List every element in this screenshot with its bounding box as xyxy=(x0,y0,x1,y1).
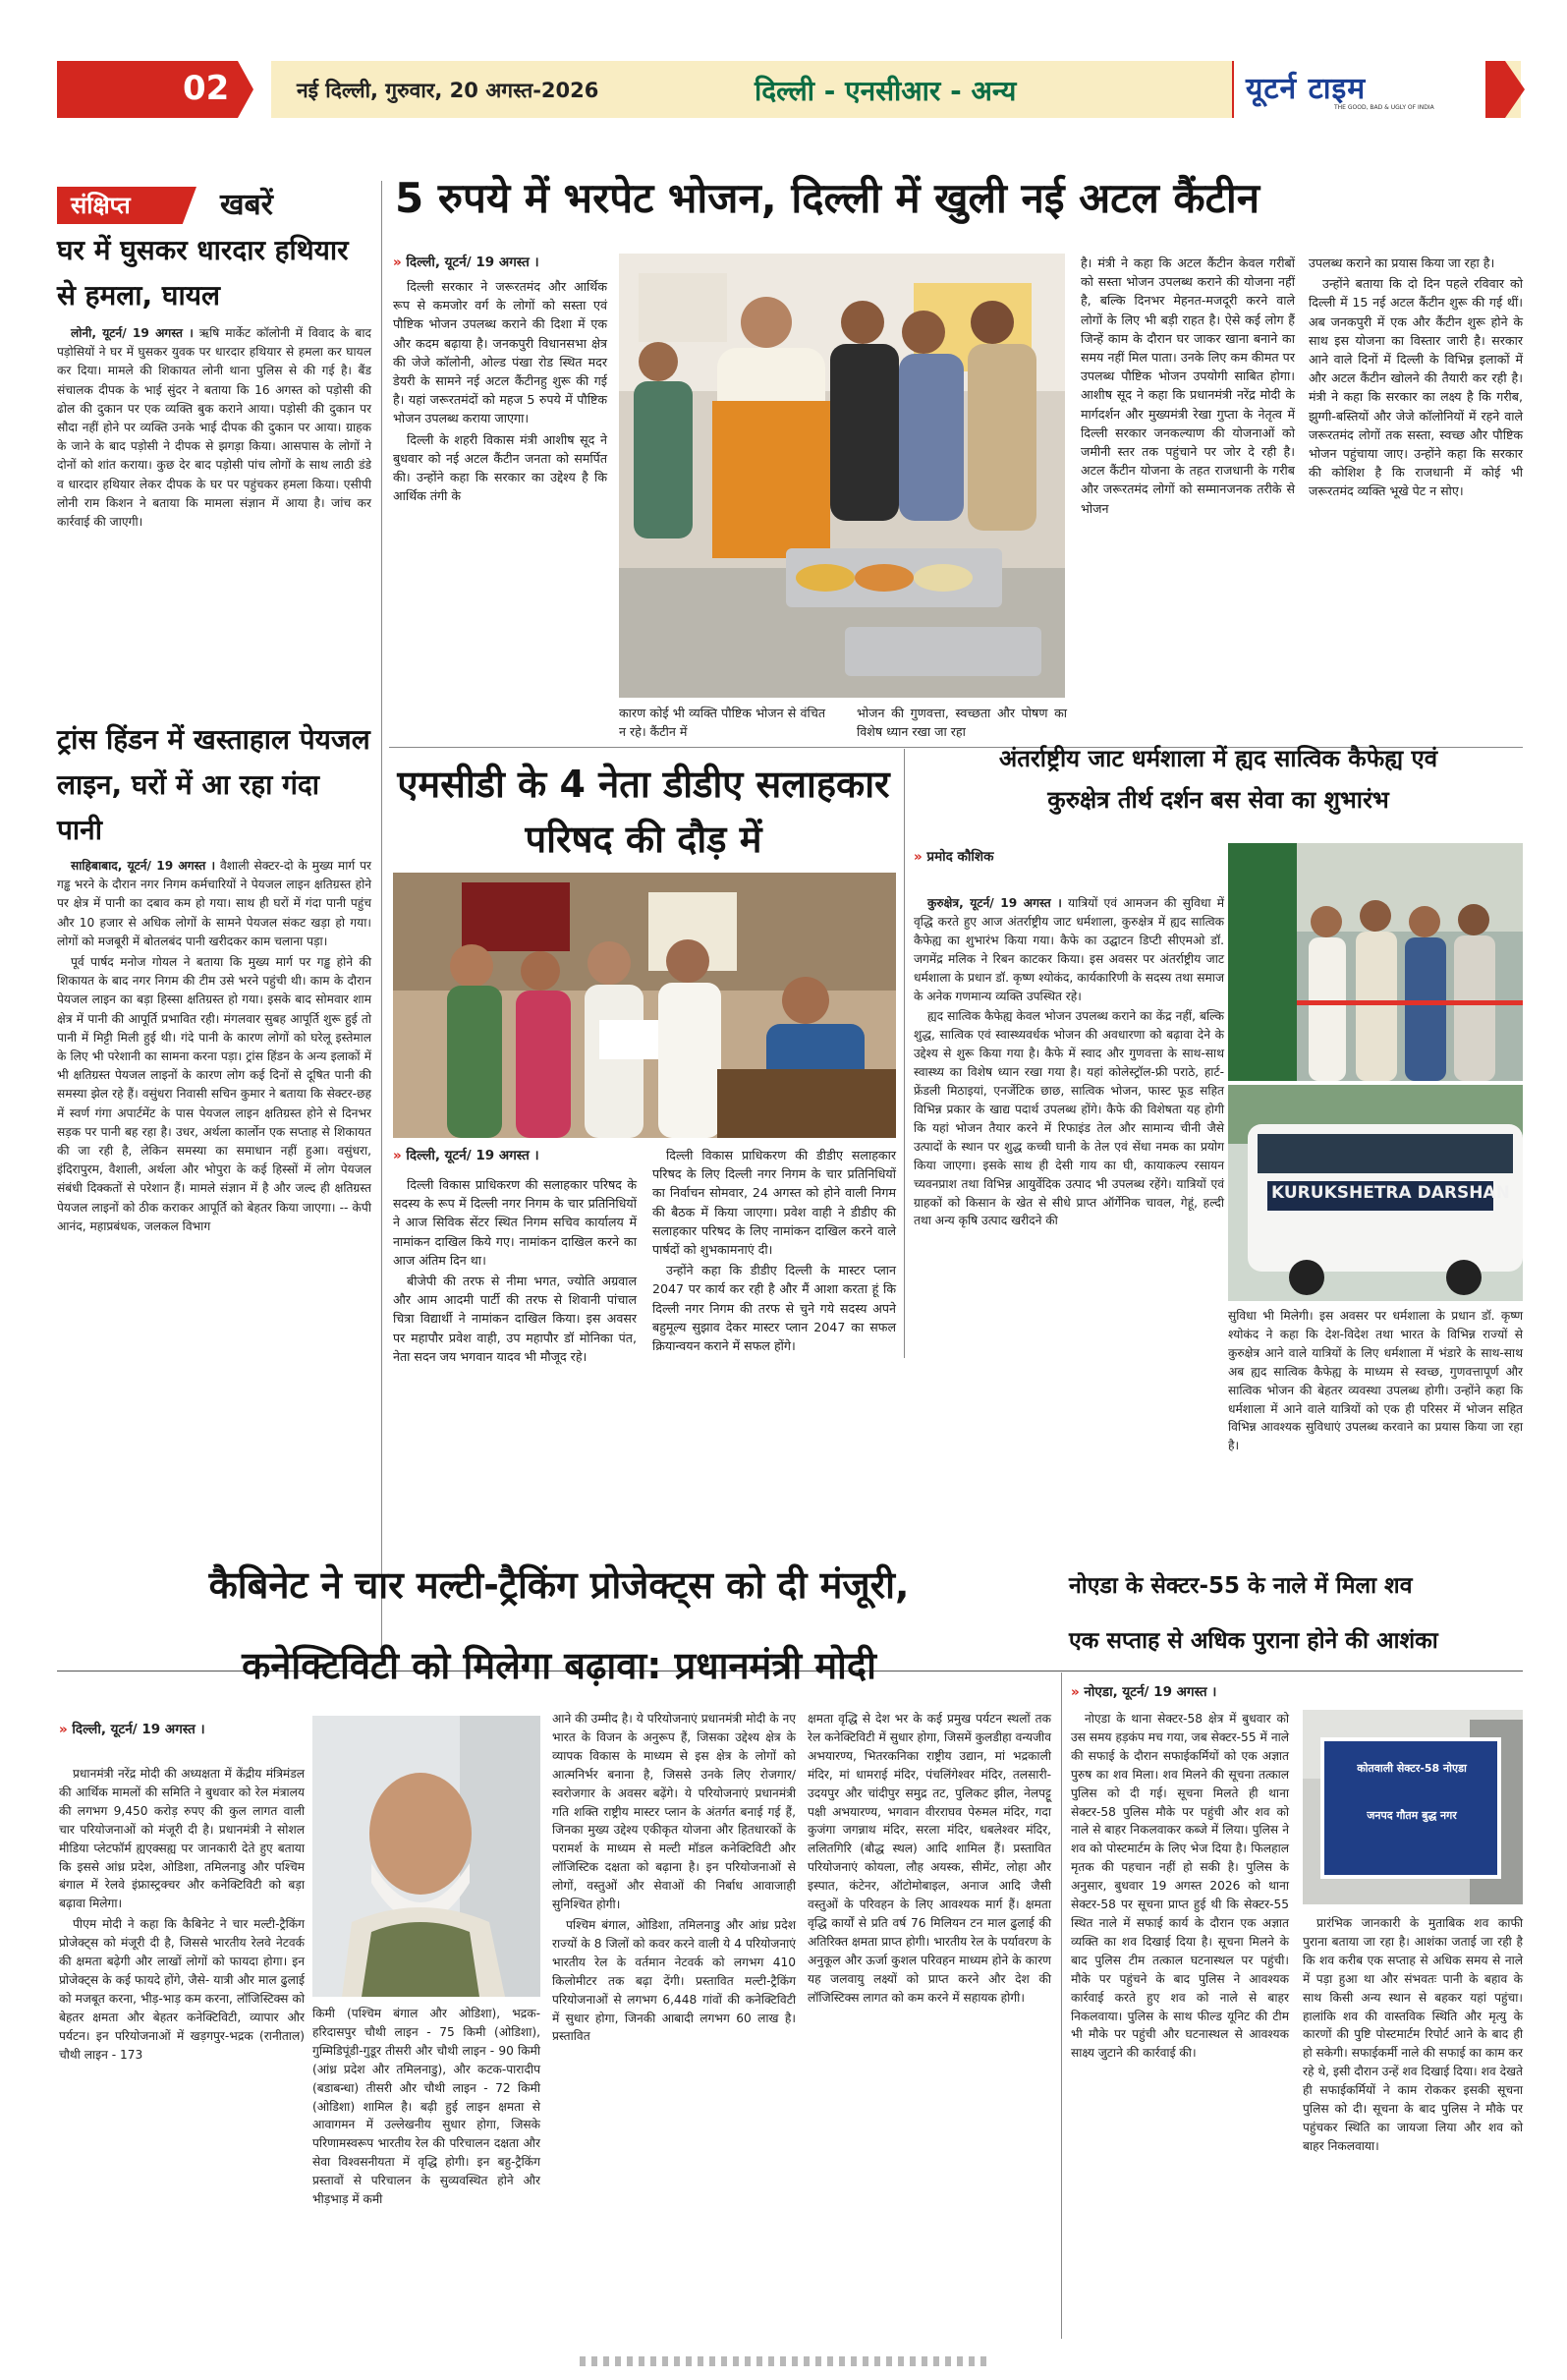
cabinet-col3: आने की उम्मीद है। ये परियोजनाएं प्रधानमंत्री मोदी के नए भारत के विजन के अनुरूप हैं, जिसका उद्देश्य क्षेत्र के व्यापक विकास के माध्यम से इस क्षेत्र के लोगों को आत्मनिर्भर बनाना है, जिससे उनके लिए रोजगार/स्वरोजगार के अवसर बढ़ेंगे। ये परियोजनाएं प्रधानमंत्री गति शक्ति राष्ट्रीय मास्टर प्लान के अंतर्गत बनाई गई हैं, जिनका मुख्य उद्देश्य एकीकृत योजना और हितधारकों के परामर्श के माध्यम से मल्टी मॉडल कनेक्टिविटी और लॉजिस्टिक दक्षता को बढ़ाना है। इन परियोजनाओं से लोगों, वस्तुओं और सेवाओं की निर्बाध आवाजाही सुनिश्चित होगी। पश्चिम बंगाल, ओडिशा, तमिलनाडु और आंध्र प्रदेश राज्यों के 8 जिलों को कवर करने वाली ये 4 परियोजनाएं भारतीय रेल के वर्तमान नेटवर्क को लगभग 410 किलोमीटर तक बढ़ा देंगी। प्रस्तावित मल्टी-ट्रैकिंग परियोजनाओं से लगभग 6,448 गांवों की कनेक्टिविटी में सुधार होगा, जिनकी आबादी लगभग 60 लाख है। प्रस्तावित xyxy=(552,1712,796,2044)
noida-col1: नोएडा के थाना सेक्टर-58 क्षेत्र में बुधवार को उस समय हड़कंप मच गया, जब सेक्टर-55 में नाले की सफाई के दौरान सफाईकर्मियों को एक अज्ञात पुरुष का शव मिला। शव मिलने की सूचना तत्काल पुलिस को दी गई। सूचना मिलते ही थाना सेक्टर-58 पुलिस मौके पर पहुंची और शव को नाले से बाहर निकलवाकर कब्जे में लिया। पुलिस ने शव को पोस्टमार्टम के लिए भेज दिया है। फिलहाल मृतक की पहचान नहीं हो सकी है। पुलिस के अनुसार, बुधवार 19 अगस्त 2026 को थाना सेक्टर-58 पर सूचना प्राप्त हुई थी कि सेक्टर-55 स्थित नाले में सफाई कार्य के दौरान एक अज्ञात व्यक्ति का शव दिखाई दिया है। सूचना मिलने के बाद पुलिस टीम तत्काल घटनास्थल पर पहुंची। मौके पर पहुंचने के बाद पुलिस ने आवश्यक कार्रवाई करते हुए शव को नाले से बाहर निकलवाया। पुलिस के साथ फील्ड यूनिट की टीम भी मौके पर पहुंची और घटनास्थल से आवश्यक साक्ष्य जुटाने की कार्रवाई की। xyxy=(1071,1712,1289,2061)
logo-tagline: THE GOOD, BAD & UGLY OF INDIA xyxy=(1334,104,1434,111)
jat-photo-bus xyxy=(1228,1085,1523,1301)
brief1-headline: घर में घुसकर धारदार हथियार से हमला, घायल xyxy=(57,234,349,312)
noida-dateline: » नोएडा, यूटर्न/ 19 अगस्त । xyxy=(1071,1684,1217,1700)
cabinet-col1: प्रधानमंत्री नरेंद्र मोदी की अध्यक्षता में केंद्रीय मंत्रिमंडल की आर्थिक मामलों की समिति ने बुधवार को रेल मंत्रालय की लगभग 9,450 करोड़ रुपए की कुल लागत वाली चार परियोजनाओं को मंजूरी दी है। प्रधानमंत्री ने सोशल मीडिया प्लेटफॉर्म ह्यएक्सह्य पर जानकारी देते हुए बताया कि इससे आंध्र प्रदेश, ओडिशा, तमिलनाडु और पश्चिम बंगाल में रेलवे इंफ्रास्ट्रक्चर और कनेक्टिविटी को बड़ा बढ़ावा मिलेगा। पीएम मोदी ने कहा कि कैबिनेट ने चार मल्टी-ट्रैकिंग प्रोजेक्ट्स को मंजूरी दी है, जिससे भारतीय रेलवे नेटवर्क की क्षमता बढ़ेगी और लाखों लोगों को फायदा होगा। इन प्रोजेक्ट्स के कई फायदे होंगे, जैसे- यात्री और माल ढुलाई को मजबूत करना, भीड़-भाड़ कम करना, लॉजिस्टिक्स को बेहतर क्षमता और बेहतर कनेक्टिविटी, व्यापार और पर्यटन। इन परियोजनाओं में खड़गपुर-भद्रक (रानीताल) चौथी लाइन - 173 xyxy=(59,1767,305,2062)
date-line: नई दिल्ली, गुरुवार, 20 अगस्त-2026 xyxy=(297,79,599,102)
lead-under-photo-b: भोजन की गुणवत्ता, स्वच्छता और पोषण का विशेष ध्यान रखा जा रहा xyxy=(857,706,1067,740)
cabinet-photo xyxy=(312,1716,540,1997)
canteen-photo-illustration xyxy=(619,254,1065,698)
registration-mark-bottom xyxy=(580,2356,992,2366)
jat-body: कुरुक्षेत्र, यूटर्न/ 19 अगस्त । यात्रियों एवं आमजन की सुविधा में वृद्धि करते हुए आज अंतर्राष्ट्रीय जाट धर्मशाला, कुरुक्षेत्र में ह्यद सात्विक कैफेह्य का शुभारंभ किया गया। कैफे का उद्घाटन डिप्टी सीएमओ डॉ. जगमेंद्र मलिक ने रिबन काटकर किया। इस अवसर पर अंतर्राष्ट्रीय जाट धर्मशाला के प्रधान डॉ. कृष्ण श्योकंद, कार्यकारिणी के सदस्य तथा समाज के अनेक गणमान्य व्यक्ति उपस्थित रहे। ह्यद सात्विक कैफेह्य केवल भोजन उपलब्ध कराने का केंद्र नहीं, बल्कि शुद्ध, सात्विक एवं स्वास्थ्यवर्धक भोजन की अवधारणा को बढ़ावा देने के उद्देश्य से शुरू किया गया है। कैफे में स्वाद और गुणवत्ता के साथ-साथ स्वास्थ्य का विशेष ध्यान रखा गया है। यहां कोलेस्ट्रॉल-फ्री पराठे, हार्ट-फ्रेंडली मिठाइयां, एनर्जेटिक छाछ, सात्विक भोजन, फास्ट फूड सहित विभिन्न प्रकार के खाद्य पदार्थ उपलब्ध होंगे। कैफे की विशेषता यह होगी कि यहां भोजन तैयार करने में रिफाइंड तेल और सामान्य चीनी जैसे उत्पादों के स्थान पर शुद्ध कच्ची घानी के तेल एवं सेंधा नमक का प्रयोग किया जाएगा। इसके साथ ही देसी गाय का घी, कायाकल्प रसायन च्यवनप्राश तथा विभिन्न आयुर्वेदिक उत्पाद भी उपलब्ध रहेंगे। यात्रियों एवं ग्राहकों को किसान के खेत से सीधे प्राप्त ऑर्गेनिक चावल, गेहूं, हल्दी तथा अन्य कृषि उत्पाद खरीदने की xyxy=(914,896,1224,1228)
mcd-col1: दिल्ली विकास प्राधिकरण की सलाहकार परिषद के सदस्य के रूप में दिल्ली नगर निगम के चार प्रतिनिधियों ने आज सिविक सेंटर स्थित निगम सचिव कार्यालय में नामांकन दाखिल किये गए। नामांकन दाखिल करने का आज अंतिम दिन था। बीजेपी की तरफ से नीमा भगत, ज्योति अग्रवाल और आम आदमी पार्टी की तरफ से शिवानी पांचाल चित्रा विद्यार्थी ने नामांकन दाखिल किया। इस अवसर पर महापौर प्रवेश वाही, उप महापौर डॉ मोनिका पंत, नेता सदन जय भगवान यादव भी मौजूद रहे। xyxy=(393,1177,637,1364)
cabinet-headline-2: कनेक्टिविटी को मिलेगा बढ़ावा: प्रधानमंत्री मोदी xyxy=(242,1644,876,1687)
jat-body-2: सुविधा भी मिलेगी। इस अवसर पर धर्मशाला के प्रधान डॉ. कृष्ण श्योकंद ने कहा कि देश-विदेश तथा भारत के विभिन्न राज्यों से कुरुक्षेत्र आने वाले यात्रियों के लिए धर्मशाला में भंडारे के साथ-साथ अब ह्यद सात्विक कैफेह्य के माध्यम से स्वच्छ, गुणवत्तापूर्ण और सात्विक भोजन की बेहतर व्यवस्था उपलब्ध होगी। उन्होंने कहा कि धर्मशाला में आने वाले यात्रियों को एक ही परिसर में भोजन सहित विभिन्न आवश्यक सुविधाएं उपलब्ध करवाने का प्रयास किया जा रहा है। xyxy=(1228,1309,1523,1453)
lead-col1 xyxy=(393,277,607,507)
logo: यूटर्न टाइम xyxy=(1246,72,1367,106)
brief2-headline: ट्रांस हिंडन में खस्ताहाल पेयजल लाइन, घरों में आ रहा गंदा पानी xyxy=(57,723,370,846)
brief-label-b: खबरें xyxy=(220,188,273,222)
cabinet-col4: क्षमता वृद्धि से देश भर के कई प्रमुख पर्यटन स्थलों तक रेल कनेक्टिविटी में सुधार होगा, जिसमें कुलडीहा वन्यजीव अभयारण्य, भितरकनिका राष्ट्रीय उद्यान, मां भद्रकाली मंदिर, मां धामराई मंदिर, पंचलिंगेश्वर मंदिर, तलसारी-उदयपुर और चांदीपुर समुद्र तट, पुलिकट झील, नेलपट्टू पक्षी अभयारण्य, भगवान वीरराघव पेरुमल मंदिर, गदा कुजंगा जगन्नाथ मंदिर, सरला मंदिर, धबलेश्वर मंदिर, ललितगिरि (बौद्ध स्थल) आदि शामिल हैं। प्रस्तावित परियोजनाएं कोयला, लौह अयस्क, सीमेंट, लोहा और इस्पात, कंटेनर, ऑटोमोबाइल, अनाज आदि जैसी वस्तुओं के परिवहन के लिए आवश्यक मार्ग हैं। क्षमता वृद्धि कार्यों से प्रति वर्ष 76 मिलियन टन माल ढुलाई की अतिरिक्त क्षमता प्राप्त होगी। भारतीय रेल के पर्यावरण के अनुकूल और ऊर्जा कुशल परिवहन माध्यम होने के कारण यह जलवायु लक्ष्यों को प्राप्त करने और देश की लॉजिस्टिक्स लागत को कम करने में सहायक होगी। xyxy=(808,1712,1051,2005)
mcd-photo-illustration xyxy=(393,873,896,1138)
brief1-dateline: लोनी, यूटर्न/ 19 अगस्त । xyxy=(71,326,194,340)
noida-col2: प्रारंभिक जानकारी के मुताबिक शव काफी पुराना बताया जा रहा है। आशंका जताई जा रही है कि शव करीब एक सप्ताह से अधिक समय से नाले में पड़ा हुआ था और संभवतः पानी के बहाव के साथ किसी अन्य स्थान से बहकर यहां पहुंचा। हालांकि शव की वास्तविक स्थिति और मृत्यु के कारणों की पुष्टि पोस्टमार्टम रिपोर्ट आने के बाद ही हो सकेगी। सफाईकर्मी नाले की सफाई का काम कर रहे थे, इसी दौरान उन्हें शव दिखाई दिया। शव देखते ही सफाईकर्मियों ने काम रोककर इसकी सूचना पुलिस को दी। सूचना के बाद पुलिस ने मौके पर पहुंचकर स्थिति का जायजा लिया और शव को बाहर निकलवाया। xyxy=(1303,1916,1523,2153)
noida-photo xyxy=(1303,1710,1523,1904)
lead-dateline: » दिल्ली, यूटर्न/ 19 अगस्त । xyxy=(393,255,539,270)
lead-photo xyxy=(619,254,1065,698)
page-number: 02 xyxy=(183,69,230,108)
jat-headline-1: अंतर्राष्ट्रीय जाट धर्मशाला में ह्यद सात्विक कैफेह्य एवं xyxy=(998,745,1438,772)
noida-headline-2: एक सप्ताह से अधिक पुराना होने की आशंका xyxy=(1069,1628,1438,1654)
mcd-photo xyxy=(393,873,896,1138)
lead-headline: 5 रुपये में भरपेट भोजन, दिल्ली में खुली नई अटल कैंटीन xyxy=(395,174,1260,222)
lead-col1-p1: दिल्ली सरकार ने जरूरतमंद और आर्थिक रूप से कमजोर वर्ग के लोगों को सस्ता एवं पौष्टिक भोजन उपलब्ध कराने की दिशा में एक और कदम बढ़ाया है। जनकपुरी विधानसभा क्षेत्र की जेजे कॉलोनी, ओल्ड पंखा रोड स्थित मदर डेयरी के सामने नई अटल कैंटीनहु शुरू की गई है। यहां जरूरतमंदों को महज 5 रुपये में पौष्टिक भोजन उपलब्ध कराया जाएगा। xyxy=(393,279,607,426)
mcd-divider xyxy=(904,749,905,1358)
cabinet-dateline: » दिल्ली, यूटर्न/ 19 अगस्त । xyxy=(59,1722,205,1737)
bus-sign: KURUKSHETRA DARSHAN xyxy=(1271,1183,1510,1203)
police-station-sign-illustration xyxy=(1303,1710,1523,1904)
sign-line-1: कोतवाली सेक्टर-58 नोएडा xyxy=(1357,1762,1467,1775)
brief1-body xyxy=(57,324,371,534)
brief2-body xyxy=(57,857,371,1238)
brief-divider xyxy=(381,181,382,1667)
masthead xyxy=(57,61,1521,118)
brief1-text: ऋषि मार्केट कॉलोनी में विवाद के बाद पड़ोसियों ने घर में घुसकर युवक पर धारदार हथियार से हमला कर घायल कर दिया। मामले की शिकायत लोनी थाना पुलिस से की गई है। बैंड संचालक दीपक के भाई सुंदर ने बताया कि 16 अगस्त को पड़ोसी की ढोल की दुकान पर एक व्यक्ति बुक कराने आया। पड़ोसी की दुकान पर सौदा नहीं होने पर व्यक्ति उनके भाई दीपक की दुकान पर आया। ग्राहक के जाने के बाद पड़ोसी ने दीपक से झगड़ा किया। आसपास के लोगों ने दोनों को शांत कराया। कुछ देर बाद पड़ोसी पांच लोगों के साथ लाठी डंडे व धारदार हथियार लेकर दीपक के घर पर पहुंचकर हमला किया। एसीपी लोनी राम किशन ने बताया कि मामला संज्ञान में आया है। जांच कर कार्रवाई की जाएगी। xyxy=(57,326,372,530)
noida-headline-1: नोएडा के सेक्टर-55 के नाले में मिला शव xyxy=(1069,1573,1413,1599)
jat-byline: » प्रमोद कौशिक xyxy=(914,849,994,865)
cabinet-headline-1: कैबिनेट ने चार मल्टी-ट्रैकिंग प्रोजेक्ट्स को दी मंजूरी, xyxy=(208,1563,910,1607)
brief2-dateline: साहिबाबाद, यूटर्न/ 19 अगस्त । xyxy=(71,859,216,873)
section-title: दिल्ली - एनसीआर - अन्य xyxy=(755,75,1017,107)
brief2-text-2: पूर्व पार्षद मनोज गोयल ने बताया कि मुख्य मार्ग पर गड्ढ होने की शिकायत के बाद नगर निगम की टीम उसे भरने पहुंची थी। काम के दौरान पेयजल लाइन का बड़ा हिस्सा क्षतिग्रस्त हो गया। इसके बाद सोमवार शाम क्षेत्र में पानी की आपूर्ति प्रभावित रही। मंगलवार सुबह आपूर्ति शुरू हुई तो पानी में मिट्टी मिली हुई थी। गंदे पानी के कारण लोगों को घरेलू इस्तेमाल के लिए भी परेशानी का सामना करना पड़ा। ट्रांस हिंडन के अन्य इलाकों में भी क्षतिग्रस्त पेयजल लाइनों के कारण लोग कई दिनों से दूषित पानी की समस्या झेल रहे हैं। वसुंधरा निवासी सचिन कुमार ने बताया कि सेक्टर-छह में स्वर्ण गंगा अपार्टमेंट के पास पेयजल लाइन क्षतिग्रस्त होने से दिनभर सड़क पर पानी बह रहा है। उधर, अर्थला कार्लोन एक सप्ताह से शिकायत की जा रही है, लेकिन समस्या का समाधान नहीं हुआ। वसुंधरा, इंदिरापुरम, वैशाली, अर्थला और भोपुरा के कई हिस्सों में लोग पेयजल संबंधी दिक्कतों से परेशान हैं। मामले संज्ञान में है और जल्द ही क्षतिग्रस्त पेयजल लाइनों को ठीक कराकर आपूर्ति को बेहतर किया जाएगा। -- केपी आनंद, महाप्रबंधक, जलकल विभाग xyxy=(57,955,371,1233)
lead-under-photo-a: कारण कोई भी व्यक्ति पौष्टिक भोजन से वंचित न रहे। कैंटीन में xyxy=(619,706,825,740)
mcd-dateline: » दिल्ली, यूटर्न/ 19 अगस्त । xyxy=(393,1148,539,1163)
sign-line-2: जनपद गौतम बुद्ध नगर xyxy=(1367,1809,1457,1822)
jat-photo-ribbon xyxy=(1228,843,1523,1081)
lead-col1-p2: दिल्ली के शहरी विकास मंत्री आशीष सूद ने बुधवार को नई अटल कैंटीन जनता को समर्पित की। उन्होंने कहा कि सरकार का उद्देश्य है कि आर्थिक तंगी के xyxy=(393,431,607,504)
brief-label-a: संक्षिप्त xyxy=(71,192,131,219)
lead-col3: है। मंत्री ने कहा कि अटल कैंटीन केवल गरीबों को सस्ता भोजन उपलब्ध कराने की योजना नहीं है, बल्कि दिनभर मेहनत-मजदूरी करने वाले लोगों के लिए भी बड़ी राहत है। ऐसे कई लोग हैं जिन्हें काम के दौरान घर जाकर खाना बनाने का समय नहीं मिल पाता। उनके लिए कम कीमत पर उपलब्ध पौष्टिक भोजन उपयोगी साबित होगा। आशीष सूद ने कहा कि प्रधानमंत्री नरेंद्र मोदी के मार्गदर्शन और मुख्यमंत्री रेखा गुप्ता के नेतृत्व में दिल्ली सरकार जनकल्याण की योजनाओं को जमीनी स्तर तक पहुंचाने पर जोर दे रही है। अटल कैंटीन योजना के तहत राजधानी के गरीब और जरूरतमंद लोगों को सम्मानजनक तरीके से भोजन xyxy=(1081,255,1295,516)
jat-headline-2: कुरुक्षेत्र तीर्थ दर्शन बस सेवा का शुभारंभ xyxy=(1047,786,1389,814)
cabinet-divider xyxy=(1061,1672,1062,2339)
brief2-text-1: वैशाली सेक्टर-दो के मुख्य मार्ग पर गड्ढ भरने के दौरान नगर निगम कर्मचारियों ने पेयजल लाइन क्षतिग्रस्त होने पर क्षेत्र में पानी का दबाव कम हो गया। साथ ही घरों में गंदा पानी पहुंच और 10 हजार से अधिक लोगों के सामने पेयजल संकट खड़ा हो गया। लोगों को मजबूरी में बोतलबंद पानी खरीदकर काम चलाना पड़ा। xyxy=(57,859,371,948)
mcd-col2: दिल्ली विकास प्राधिकरण की डीडीए सलाहकार परिषद के लिए दिल्ली नगर निगम के चार प्रतिनिधियों का निर्वाचन सोमवार, 24 अगस्त को होने वाली निगम की बैठक में किया जाएगा। प्रवेश वाही ने डीडीए की सलाहकार परिषद के लिए नामांकन दाखिल करने वाले पार्षदों को शुभकामनाएं दी। उन्होंने कहा कि डीडीए दिल्ली के मास्टर प्लान 2047 पर कार्य कर रही है और मैं आशा करता हूं कि दिल्ली नगर निगम की तरफ से चुने गये सदस्य अपने बहुमूल्य सुझाव देकर मास्टर प्लान 2047 का सफल क्रियान्वयन कराने में सफल होंगे। xyxy=(652,1148,896,1354)
cabinet-col2: किमी (पश्चिम बंगाल और ओडिशा), भद्रक-हरिदासपुर चौथी लाइन - 75 किमी (ओडिशा), गुम्मिडिपूंडी-गुडूर तीसरी और चौथी लाइन - 90 किमी (आंध्र प्रदेश और तमिलनाडु), और कटक-पारादीप (बडाबन्धा) तीसरी और चौथी लाइन - 72 किमी (ओडिशा) शामिल है। बढ़ी हुई लाइन क्षमता से आवागमन में उल्लेखनीय सुधार होगा, जिसके परिणामस्वरूप भारतीय रेल की परिचालन दक्षता और सेवा विश्वसनीयता में वृद्धि होगी। इन बहु-ट्रैकिंग प्रस्तावों से परिचालन के सुव्यवस्थित होने और भीड़भाड़ में कमी xyxy=(312,2007,540,2207)
ribbon-cutting-illustration xyxy=(1228,843,1523,1081)
pm-portrait-illustration xyxy=(312,1716,540,1997)
mcd-headline: एमसीडी के 4 नेता डीडीए सलाहकार परिषद की दौड़ में xyxy=(397,763,890,861)
lead-col4: उपलब्ध कराने का प्रयास किया जा रहा है। उन्होंने बताया कि दो दिन पहले रविवार को दिल्ली में 15 नई अटल कैंटीन शुरू की गई थीं। अब जनकपुरी में एक और कैंटीन शुरू होने के साथ इस योजना का विस्तार जारी है। सरकार आने वाले दिनों में दिल्ली के विभिन्न इलाकों में और अटल कैंटीन खोलने की तैयारी कर रही है। मंत्री ने कहा कि सरकार का लक्ष्य है कि गरीब, झुग्गी-बस्तियों और जेजे कॉलोनियों में रहने वाले जरूरतमंद लोगों तक सस्ता, स्वच्छ और पौष्टिक भोजन पहुंचाया जाए। उन्होंने कहा कि सरकार की कोशिश है कि राजधानी में कोई भी जरूरतमंद व्यक्ति भूखे पेट न सोए। xyxy=(1309,255,1523,499)
